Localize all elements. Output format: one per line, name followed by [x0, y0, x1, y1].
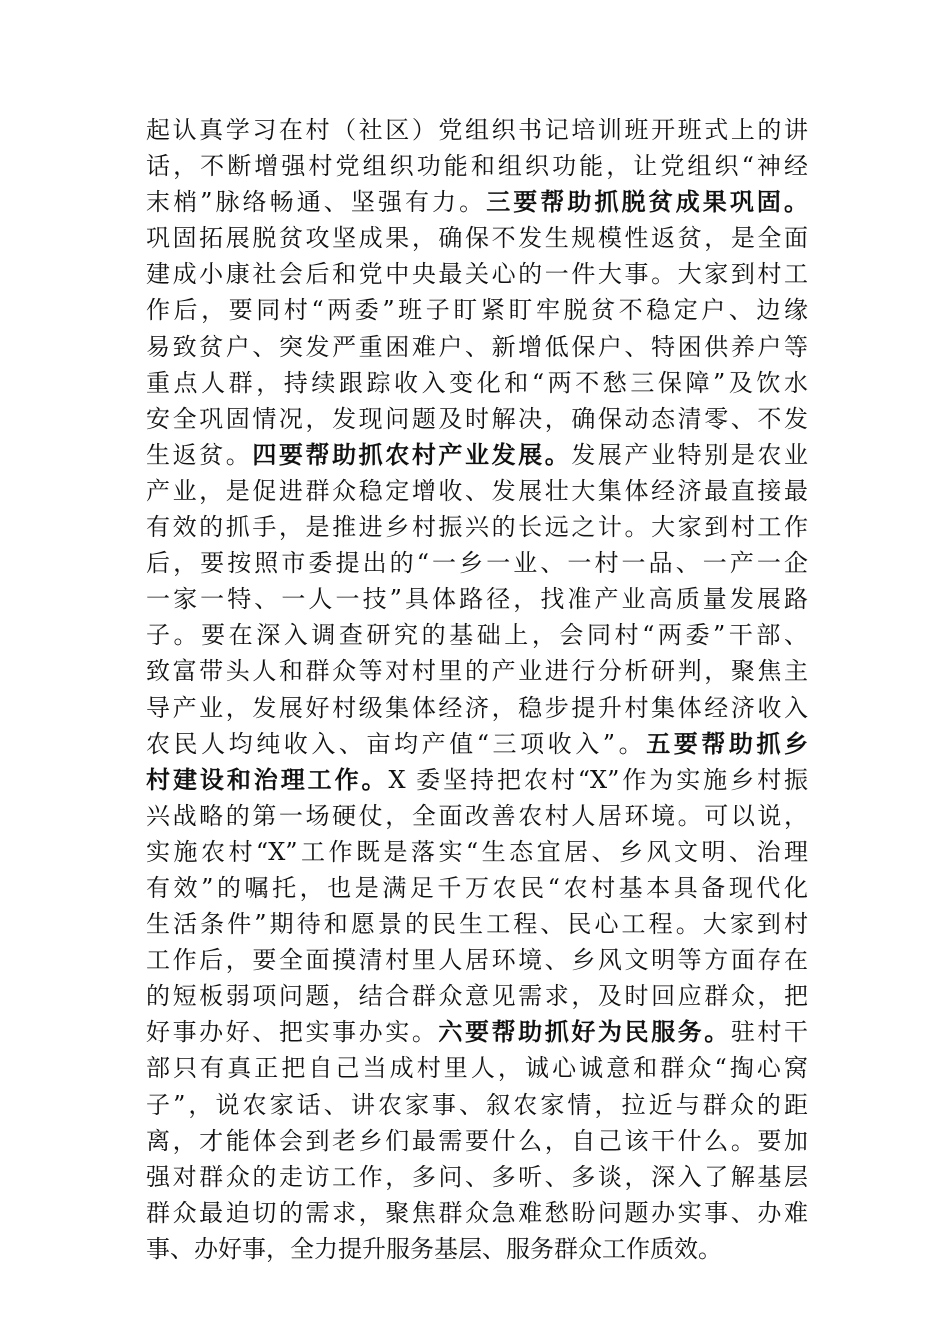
text-line — [146, 834, 808, 870]
body-text: 群众最迫切的需求，聚焦群众急难愁盼问题办实事、办难 — [146, 1198, 808, 1227]
text-line — [146, 256, 808, 292]
text-line — [146, 617, 808, 653]
text-line — [146, 690, 808, 726]
text-line — [146, 1050, 808, 1086]
text-line — [146, 870, 808, 906]
text-line — [146, 581, 808, 617]
body-text: 一家一特、一人一技”具体路径，找准产业高质量发展路 — [146, 585, 808, 614]
body-text: 强对群众的走访工作，多问、多听、多谈，深入了解基层 — [146, 1162, 808, 1191]
text-line — [146, 653, 808, 689]
text-line — [146, 112, 808, 148]
body-text: 易致贫户、突发严重困难户、新增低保户、特困供养户等 — [146, 332, 808, 361]
body-text: 部只有真正把自己当成村里人，诚心诚意和群众“掏心窝 — [146, 1054, 808, 1083]
text-line — [146, 1231, 808, 1267]
text-line — [146, 401, 808, 437]
body-text: 生返贫。 — [146, 440, 253, 469]
body-text: 后，要按照市委提出的“一乡一业、一村一品、一产一企 — [146, 549, 808, 578]
body-text: 重点人群，持续跟踪收入变化和“两不愁三保障”及饮水 — [146, 368, 808, 397]
text-line — [146, 726, 808, 762]
text-line — [146, 1159, 808, 1195]
body-text: 话，不断增强村党组织功能和组织功能，让党组织“神经 — [146, 152, 808, 181]
body-text: 建成小康社会后和党中央最关心的一件大事。大家到村工 — [146, 260, 808, 289]
bold-heading-text: 六要帮助抓好为民服务。 — [438, 1017, 731, 1047]
text-line — [146, 545, 808, 581]
document-page — [146, 112, 808, 1267]
body-text: 导产业，发展好村级集体经济，稳步提升村集体经济收入 — [146, 693, 808, 722]
body-text: 离，才能体会到老乡们最需要什么，自己该干什么。要加 — [146, 1126, 808, 1155]
body-text: 产业，是促进群众稳定增收、发展壮大集体经济最直接最 — [146, 476, 808, 505]
body-text: 作后，要同村“两委”班子盯紧盯牢脱贫不稳定户、边缘 — [146, 296, 808, 325]
text-line — [146, 365, 808, 401]
body-text: 好事办好、把实事办实。 — [146, 1018, 439, 1047]
body-text: X 委坚持把农村“X”作为实施乡村振 — [388, 765, 808, 794]
text-line — [146, 762, 808, 798]
body-text: 有效”的嘱托，也是满足千万农民“农村基本具备现代化 — [146, 873, 808, 902]
text-line — [146, 220, 808, 256]
body-text: 致富带头人和群众等对村里的产业进行分析研判，聚焦主 — [146, 657, 808, 686]
text-line — [146, 292, 808, 328]
body-text: 末梢”脉络畅通、坚强有力。 — [146, 188, 487, 217]
text-line — [146, 1087, 808, 1123]
text-line — [146, 437, 808, 473]
body-text: 生活条件”期待和愿景的民生工程、民心工程。大家到村 — [146, 910, 808, 939]
text-line — [146, 184, 808, 220]
body-text: 起认真学习在村（社区）党组织书记培训班开班式上的讲 — [146, 116, 808, 144]
text-line — [146, 1123, 808, 1159]
body-text: 的短板弱项问题，结合群众意见需求，及时回应群众，把 — [146, 982, 808, 1011]
text-line — [146, 329, 808, 365]
body-text: 工作后，要全面摸清村里人居环境、乡风文明等方面存在 — [146, 946, 808, 975]
bold-heading-text: 四要帮助抓农村产业发展。 — [252, 439, 572, 469]
body-text: 巩固拓展脱贫攻坚成果，确保不发生规模性返贫，是全面 — [146, 224, 808, 253]
text-line — [146, 1014, 808, 1050]
body-text: 安全巩固情况，发现问题及时解决，确保动态清零、不发 — [146, 404, 808, 433]
text-line — [146, 509, 808, 545]
body-text: 子”，说农家话、讲农家事、叙农家情，拉近与群众的距 — [146, 1090, 808, 1119]
bold-heading-text: 村建设和治理工作。 — [146, 764, 389, 794]
text-line — [146, 1195, 808, 1231]
bold-heading-text: 三要帮助抓脱贫成果巩固。 — [486, 187, 808, 217]
text-line — [146, 798, 808, 834]
body-text: 实施农村“X”工作既是落实“生态宜居、乡风文明、治理 — [146, 837, 808, 866]
text-line — [146, 978, 808, 1014]
body-text: 子。要在深入调查研究的基础上，会同村“两委”干部、 — [146, 621, 808, 650]
body-text: 事、办好事，全力提升服务基层、服务群众工作质效。 — [146, 1234, 722, 1263]
text-line — [146, 473, 808, 509]
text-line — [146, 148, 808, 184]
body-text: 有效的抓手，是推进乡村振兴的长远之计。大家到村工作 — [146, 513, 808, 542]
body-text: 发展产业特别是农业 — [571, 440, 808, 469]
text-line — [146, 942, 808, 978]
body-text: 兴战略的第一场硬仗，全面改善农村人居环境。可以说， — [146, 801, 808, 830]
body-text: 农民人均纯收入、亩均产值“三项收入”。 — [146, 729, 647, 758]
bold-heading-text: 五要帮助抓乡 — [646, 728, 808, 758]
text-line — [146, 906, 808, 942]
body-text: 驻村干 — [730, 1018, 808, 1047]
